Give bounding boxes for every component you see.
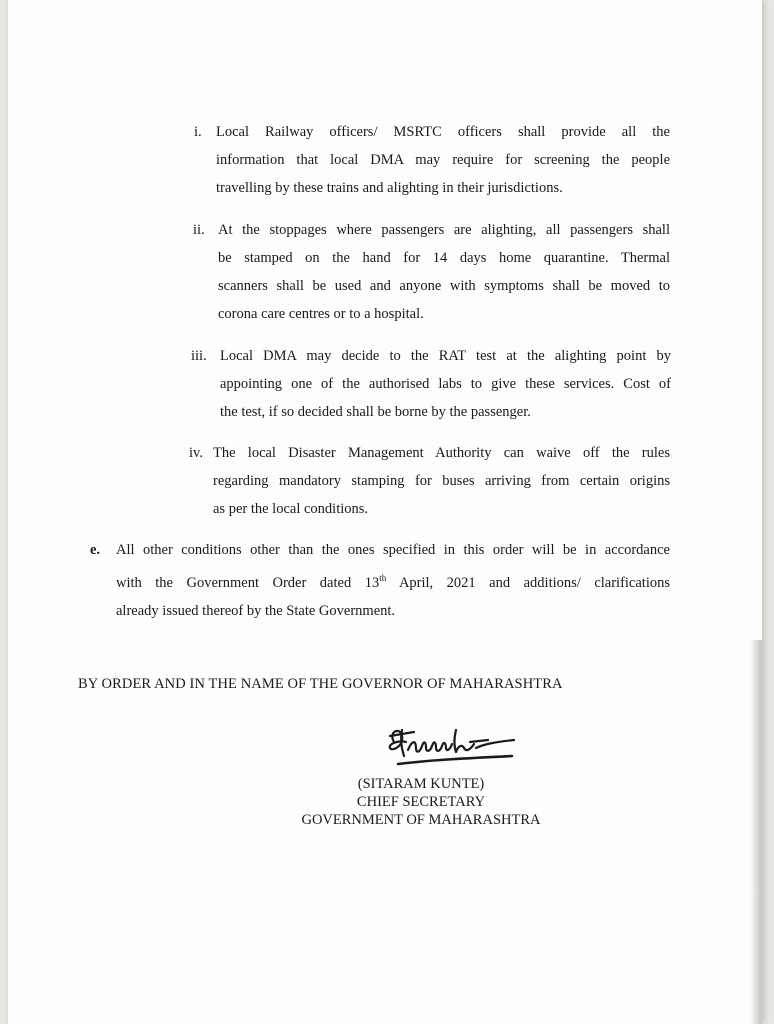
- clause-text: with the Government Order dated 13: [116, 575, 380, 591]
- clause-line: [116, 564, 670, 597]
- clause-text: April, 2021 and additions/ clarifications: [386, 575, 671, 591]
- item-line: Local Railway officers/ MSRTC officers shall provide all the: [216, 124, 670, 140]
- item-line: regarding mandatory stamping for buses arriving from certain origins: [213, 473, 670, 489]
- item-line: At the stoppages where passengers are alighting, all passengers shall: [218, 222, 670, 238]
- item-line: travelling by these trains and alighting in their jurisdictions.: [216, 180, 563, 196]
- signatory-title: CHIEF SECRETARY: [356, 794, 486, 810]
- list-marker: ii.: [193, 222, 205, 238]
- item-line: scanners shall be used and anyone with symptoms shall be moved to: [218, 278, 670, 294]
- page-edge-shadow: [750, 640, 762, 1024]
- item-line: Local DMA may decide to the RAT test at the alighting point by: [220, 348, 671, 364]
- list-marker: iv.: [189, 445, 203, 461]
- item-line: The local Disaster Management Authority can waive off the rules: [213, 445, 670, 461]
- list-marker: iii.: [191, 348, 207, 364]
- list-item-ii: [193, 216, 670, 328]
- closing-statement: BY ORDER AND IN THE NAME OF THE GOVERNOR OF MAHARASHTRA: [78, 676, 563, 692]
- list-item-iii: [191, 342, 671, 426]
- item-line: be stamped on the hand for 14 days home quarantine. Thermal: [218, 250, 670, 266]
- clause-e: [90, 536, 670, 625]
- signatory-office: GOVERNMENT OF MAHARASHTRA: [301, 812, 541, 828]
- ordinal-suffix: th: [379, 573, 387, 583]
- signatory-block: [290, 775, 552, 829]
- item-line: the test, if so decided shall be borne by the passenger.: [220, 404, 531, 420]
- clause-line: All other conditions other than the ones specified in this order will be in accordance: [116, 542, 670, 558]
- list-item-i: [194, 118, 670, 202]
- clause-line: already issued thereof by the State Government.: [116, 603, 396, 619]
- item-line: appointing one of the authorised labs to give these services. Cost of: [220, 376, 671, 392]
- list-item-iv: [189, 439, 670, 523]
- item-line: corona care centres or to a hospital.: [218, 306, 424, 322]
- document-page: [8, 0, 762, 1024]
- clause-marker: e.: [90, 542, 101, 558]
- list-marker: i.: [194, 124, 202, 140]
- signatory-name: (SITARAM KUNTE): [357, 776, 485, 792]
- item-line: information that local DMA may require for screening the people: [216, 152, 670, 168]
- handwritten-signature: [380, 722, 530, 770]
- item-line: as per the local conditions.: [213, 501, 369, 517]
